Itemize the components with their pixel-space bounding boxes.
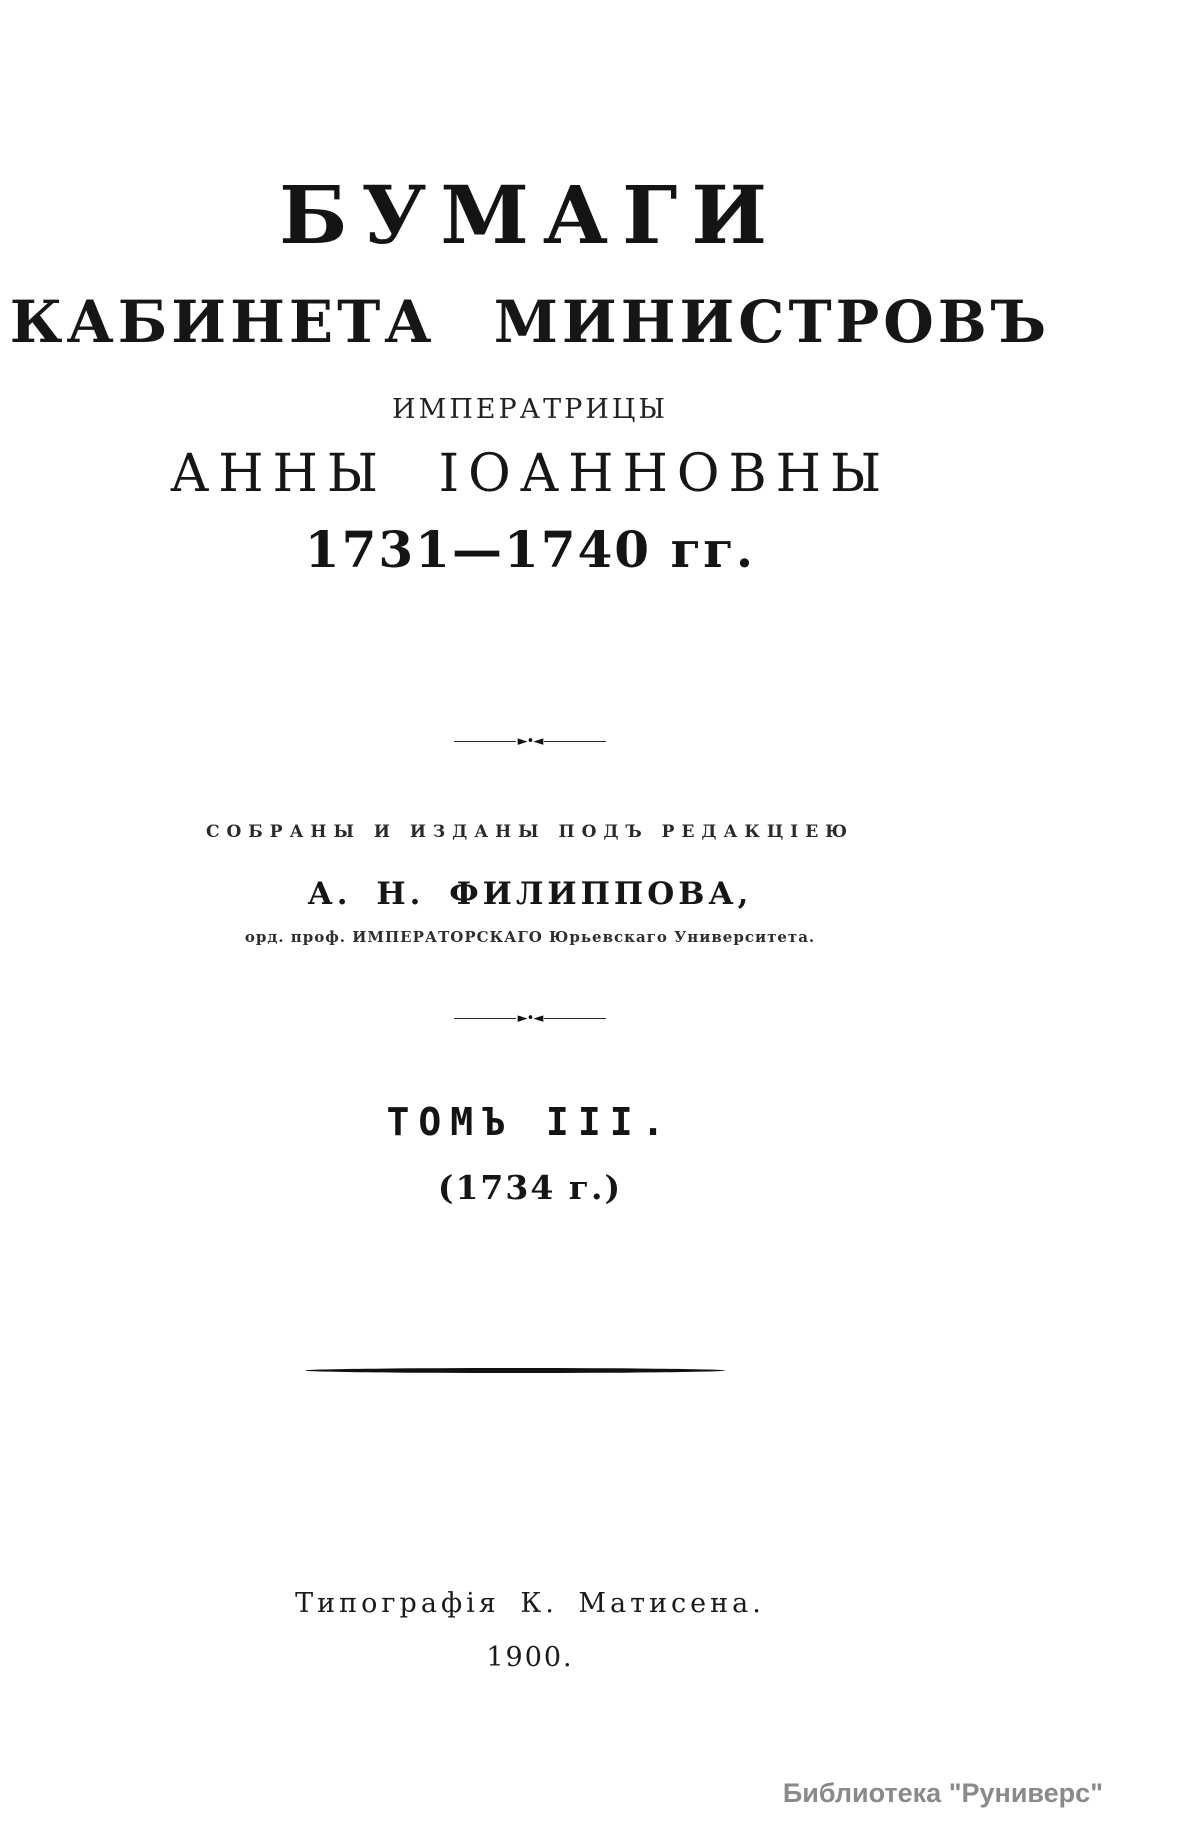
- print-year: 1900.: [486, 1642, 574, 1673]
- printer-imprint: Типографія К. Матисена.: [295, 1588, 765, 1619]
- date-range: 1731—1740 гг.: [304, 520, 756, 579]
- arrow-dot-ornament-icon: ►•◄: [517, 734, 543, 749]
- divider-ornament: [0, 735, 1060, 748]
- book-title: БУМАГИ: [279, 168, 781, 262]
- empress-label: ИМПЕРАТРИЦЫ: [392, 394, 668, 425]
- divider-line-right: [544, 741, 606, 742]
- editor-intro: СОБРАНЫ И ИЗДАНЫ ПОДЪ РЕДАКЦІЕЮ: [205, 822, 855, 842]
- divider-line-left: [454, 1018, 516, 1019]
- editor-name: А. Н. ФИЛИППОВА,: [307, 876, 753, 912]
- divider-line-right: [544, 1018, 606, 1019]
- editor-title: орд. проф. ИМПЕРАТОРСКАГО Юрьевскаго Университета.: [244, 928, 816, 946]
- book-subtitle: КАБИНЕТА МИНИСТРОВЪ: [9, 288, 1051, 356]
- horizontal-rule: [305, 1368, 725, 1373]
- library-watermark: Библиотека "Руниверс": [782, 1778, 1103, 1808]
- empress-name: АННЫ ІОАННОВНЫ: [169, 444, 891, 504]
- divider-ornament: [0, 1012, 1060, 1025]
- arrow-dot-ornament-icon: ►•◄: [517, 1011, 543, 1026]
- volume-year: (1734 г.): [437, 1168, 623, 1207]
- volume-number: ТОМЪ III.: [386, 1100, 674, 1144]
- divider-line-left: [454, 741, 516, 742]
